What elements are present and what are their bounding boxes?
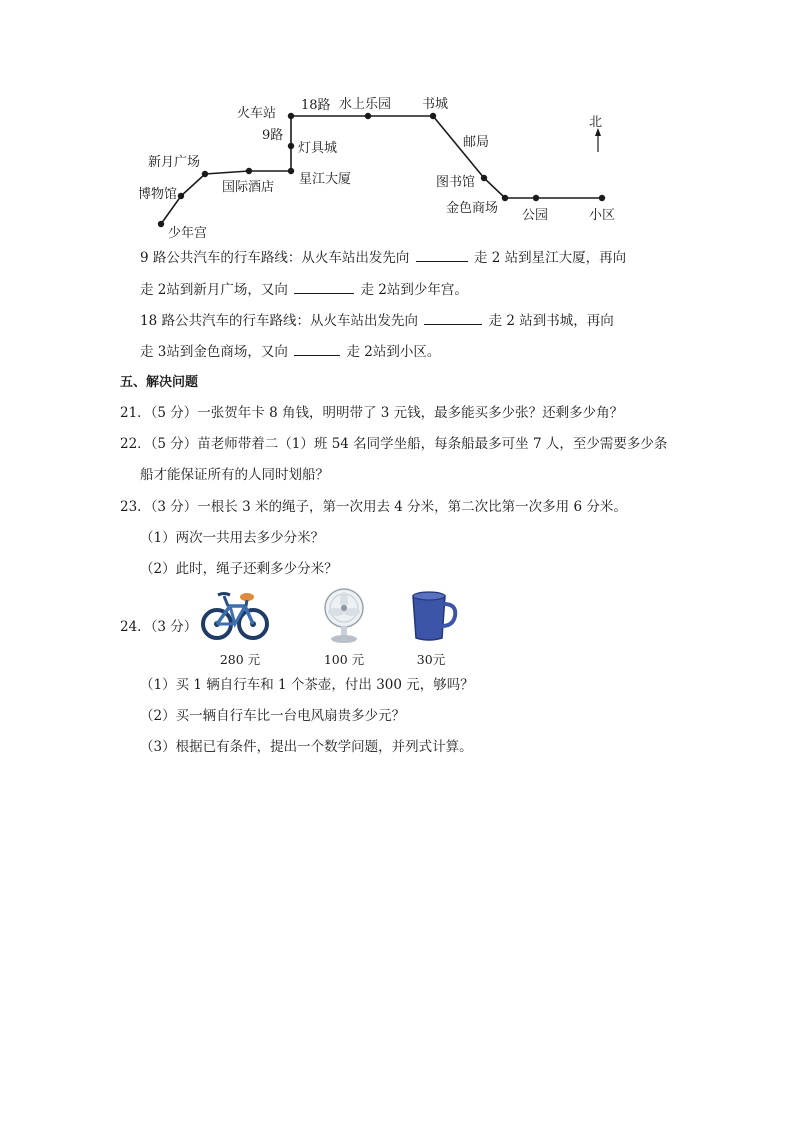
station-label-xiaoqu: 小区 bbox=[589, 208, 616, 223]
route-9-label: 9路 bbox=[262, 128, 284, 143]
station-label-xinyue: 新月广场 bbox=[148, 155, 201, 170]
station-label-shaonian: 少年宫 bbox=[168, 226, 208, 241]
question-22-line-2: 船才能保证所有的人同时划船？ bbox=[140, 467, 329, 483]
question-23-sub-1: （1）两次一共用去多少分米？ bbox=[140, 530, 325, 546]
text: 走 2站到小区。 bbox=[346, 344, 441, 360]
station-label-tushuguan: 图书馆 bbox=[436, 175, 476, 190]
bicycle-icon bbox=[200, 586, 272, 646]
text: 18 路公共汽车的行车路线：从火车站出发先向 bbox=[140, 313, 418, 329]
question-24-sub-1: （1）买 1 辆自行车和 1 个茶壶，付出 300 元，够吗？ bbox=[140, 677, 474, 693]
station-label-huochezhan: 火车站 bbox=[237, 106, 277, 121]
answer-blank[interactable] bbox=[416, 248, 468, 262]
station-label-guoji: 国际酒店 bbox=[222, 180, 275, 195]
route-9-question-line-2 bbox=[140, 280, 468, 300]
question-23-stem: 23．（3 分）一根长 3 米的绳子，第一次用去 4 分米，第二次比第一次多用 6 分米。 bbox=[120, 499, 627, 515]
cup-item bbox=[391, 586, 471, 668]
text: 走 2 站到书城，再向 bbox=[488, 313, 614, 329]
bus-route-map bbox=[136, 86, 676, 246]
station-dot bbox=[430, 113, 436, 119]
bicycle-item bbox=[200, 586, 280, 668]
north-label: 北 bbox=[589, 115, 603, 130]
station-label-xingjiang: 星江大厦 bbox=[299, 172, 352, 187]
section-heading: 五、解决问题 bbox=[120, 375, 199, 390]
station-dot bbox=[246, 168, 252, 174]
station-dot bbox=[178, 193, 184, 199]
question-23-sub-2: （2）此时，绳子还剩多少分米？ bbox=[140, 561, 338, 577]
station-label-shuishang: 水上乐园 bbox=[339, 97, 392, 112]
fan-item bbox=[304, 586, 384, 668]
station-dot bbox=[502, 195, 508, 201]
route-18-label: 18路 bbox=[301, 98, 331, 113]
text: 走 3站到金色商场，又向 bbox=[140, 344, 288, 360]
station-dot bbox=[533, 195, 539, 201]
station-dot bbox=[365, 113, 371, 119]
question-22-line-1: 22．（5 分）苗老师带着二（1）班 54 名同学坐船，每条船最多可坐 7 人，至少需要多少条 bbox=[120, 436, 668, 452]
product-pictures bbox=[200, 586, 466, 668]
station-dot bbox=[288, 113, 294, 119]
bicycle-price: 280 元 bbox=[219, 652, 261, 667]
station-label-dengju: 灯具城 bbox=[298, 141, 338, 156]
station-label-gongyuan: 公园 bbox=[522, 208, 549, 223]
station-dot bbox=[599, 195, 605, 201]
text: 走 2站到新月广场，又向 bbox=[140, 282, 288, 298]
answer-blank[interactable] bbox=[294, 342, 340, 356]
station-dot bbox=[288, 168, 294, 174]
station-dot bbox=[288, 143, 294, 149]
station-label-bowuguan: 博物馆 bbox=[138, 187, 178, 202]
route-9-question-line-1 bbox=[140, 248, 626, 268]
route-18-question-line-2 bbox=[140, 342, 440, 362]
station-dot bbox=[158, 221, 164, 227]
text: 9 路公共汽车的行车路线：从火车站出发先向 bbox=[140, 250, 410, 266]
text: 走 2 站到星江大厦，再向 bbox=[473, 250, 627, 266]
question-24-stem: 24．（3 分） bbox=[120, 619, 198, 635]
station-dot bbox=[202, 171, 208, 177]
route-map-svg bbox=[136, 86, 676, 246]
question-24-sub-2: （2）买一辆自行车比一台电风扇贵多少元？ bbox=[140, 708, 406, 724]
answer-blank[interactable] bbox=[294, 280, 354, 294]
question-24-sub-3: （3）根据已有条件，提出一个数学问题，并列式计算。 bbox=[140, 739, 473, 755]
route-18-question-line-1 bbox=[140, 311, 614, 331]
fan-price: 100 元 bbox=[323, 652, 365, 667]
electric-fan-icon bbox=[314, 586, 374, 646]
station-label-shucheng: 书城 bbox=[422, 97, 449, 112]
answer-blank[interactable] bbox=[424, 311, 482, 325]
station-label-jinse: 金色商场 bbox=[446, 201, 499, 216]
text: 走 2站到少年宫。 bbox=[360, 282, 468, 298]
cup-price: 30元 bbox=[416, 652, 446, 667]
station-dot bbox=[481, 175, 487, 181]
cup-icon bbox=[401, 586, 461, 646]
station-label-youju: 邮局 bbox=[463, 135, 490, 150]
question-21: 21．（5 分）一张贺年卡 8 角钱，明明带了 3 元钱，最多能买多少张？还剩多少角？ bbox=[120, 405, 624, 421]
